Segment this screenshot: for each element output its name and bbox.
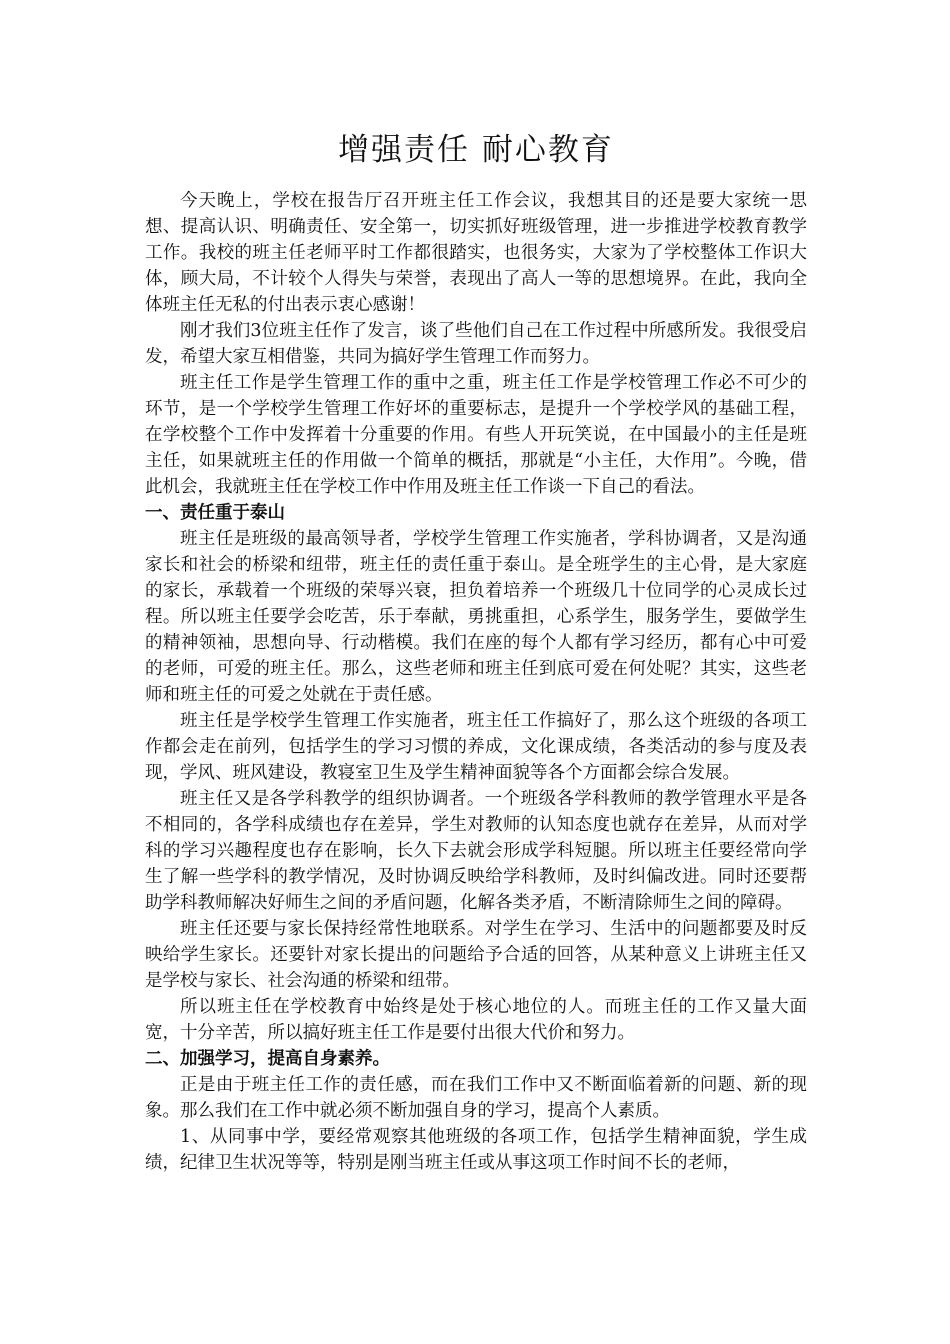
section-1-paragraph-2: 班主任是学校学生管理工作实施者，班主任工作搞好了，那么这个班级的各项工作都会走在前列，包括学生的学习习惯的养成，文化课成绩，各类活动的参与度及表现，学风、班风建设，教寝室卫生及学生精神面貌等各个方面都会综合发展。 <box>145 711 807 783</box>
intro-paragraph-1: 今天晚上，学校在报告厅召开班主任工作会议，我想其目的还是要大家统一思想、提高认识、明确责任、安全第一，切实抓好班级管理，进一步推进学校教育教学工作。我校的班主任老师平时工作都很踏实，也很务实，大家为了学校整体工作识大体，顾大局，不计较个人得失与荣誉，表现出了高人一等的思想境界。在此，我向全体班主任无私的付出表示衷心感谢！ <box>145 191 807 315</box>
section-1-paragraph-5: 所以班主任在学校教育中始终是处于核心地位的人。而班主任的工作又量大面宽，十分辛苦，所以搞好班主任工作是要付出很大代价和努力。 <box>145 997 807 1043</box>
document-page <box>145 126 807 1176</box>
intro-paragraph-2: 刚才我们3位班主任作了发言，谈了些他们自己在工作过程中所感所发。我很受启发，希望大家互相借鉴，共同为搞好学生管理工作而努力。 <box>145 321 807 367</box>
section-1-heading: 一、责任重于泰山 <box>145 503 285 523</box>
intro-paragraph-3: 班主任工作是学生管理工作的重中之重，班主任工作是学校管理工作必不可少的环节，是一个学校学生管理工作好坏的重要标志，是提升一个学校学风的基础工程，在学校整个工作中发挥着十分重要的作用。有些人开玩笑说，在中国最小的主任是班主任，如果就班主任的作用做一个简单的概括，那就是“小主任，大作用”。今晚，借此机会，我就班主任在学校工作中作用及班主任工作谈一下自己的看法。 <box>145 373 807 497</box>
section-1-paragraph-1: 班主任是班级的最高领导者，学校学生管理工作实施者，学科协调者，又是沟通家长和社会的桥梁和纽带，班主任的责任重于泰山。是全班学生的主心骨，是大家庭的家长，承载着一个班级的荣辱兴衰，担负着培养一个班级几十位同学的心灵成长过程。所以班主任要学会吃苦，乐于奉献，勇挑重担，心系学生，服务学生，要做学生的精神领袖，思想向导、行动楷模。我们在座的每个人都有学习经历，都有心中可爱的老师，可爱的班主任。那么，这些老师和班主任到底可爱在何处呢？其实，这些老师和班主任的可爱之处就在于责任感。 <box>145 529 807 705</box>
section-2-paragraph-1: 正是由于班主任工作的责任感，而在我们工作中又不断面临着新的问题、新的现象。那么我们在工作中就必须不断加强自身的学习，提高个人素质。 <box>145 1075 807 1121</box>
document-title: 增强责任 耐心教育 <box>338 132 614 168</box>
section-2-paragraph-2: 1、从同事中学，要经常观察其他班级的各项工作，包括学生精神面貌，学生成绩，纪律卫生状况等等，特别是刚当班主任或从事这项工作时间不长的老师， <box>145 1127 807 1173</box>
section-1-paragraph-4: 班主任还要与家长保持经常性地联系。对学生在学习、生活中的问题都要及时反映给学生家长。还要针对家长提出的问题给予合适的回答，从某种意义上讲班主任又是学校与家长、社会沟通的桥梁和纽带。 <box>145 919 807 991</box>
section-2-heading: 二、加强学习，提高自身素养。 <box>145 1049 390 1069</box>
section-1-paragraph-3: 班主任又是各学科教学的组织协调者。一个班级各学科教师的教学管理水平是各不相同的，各学科成绩也存在差异，学生对教师的认知态度也就存在差异，从而对学科的学习兴趣程度也存在影响，长久下去就会形成学科短腿。所以班主任要经常向学生了解一些学科的教学情况，及时协调反映给学科教师，及时纠偏改进。同时还要帮助学科教师解决好师生之间的矛盾问题，化解各类矛盾，不断清除师生之间的障碍。 <box>145 789 807 913</box>
